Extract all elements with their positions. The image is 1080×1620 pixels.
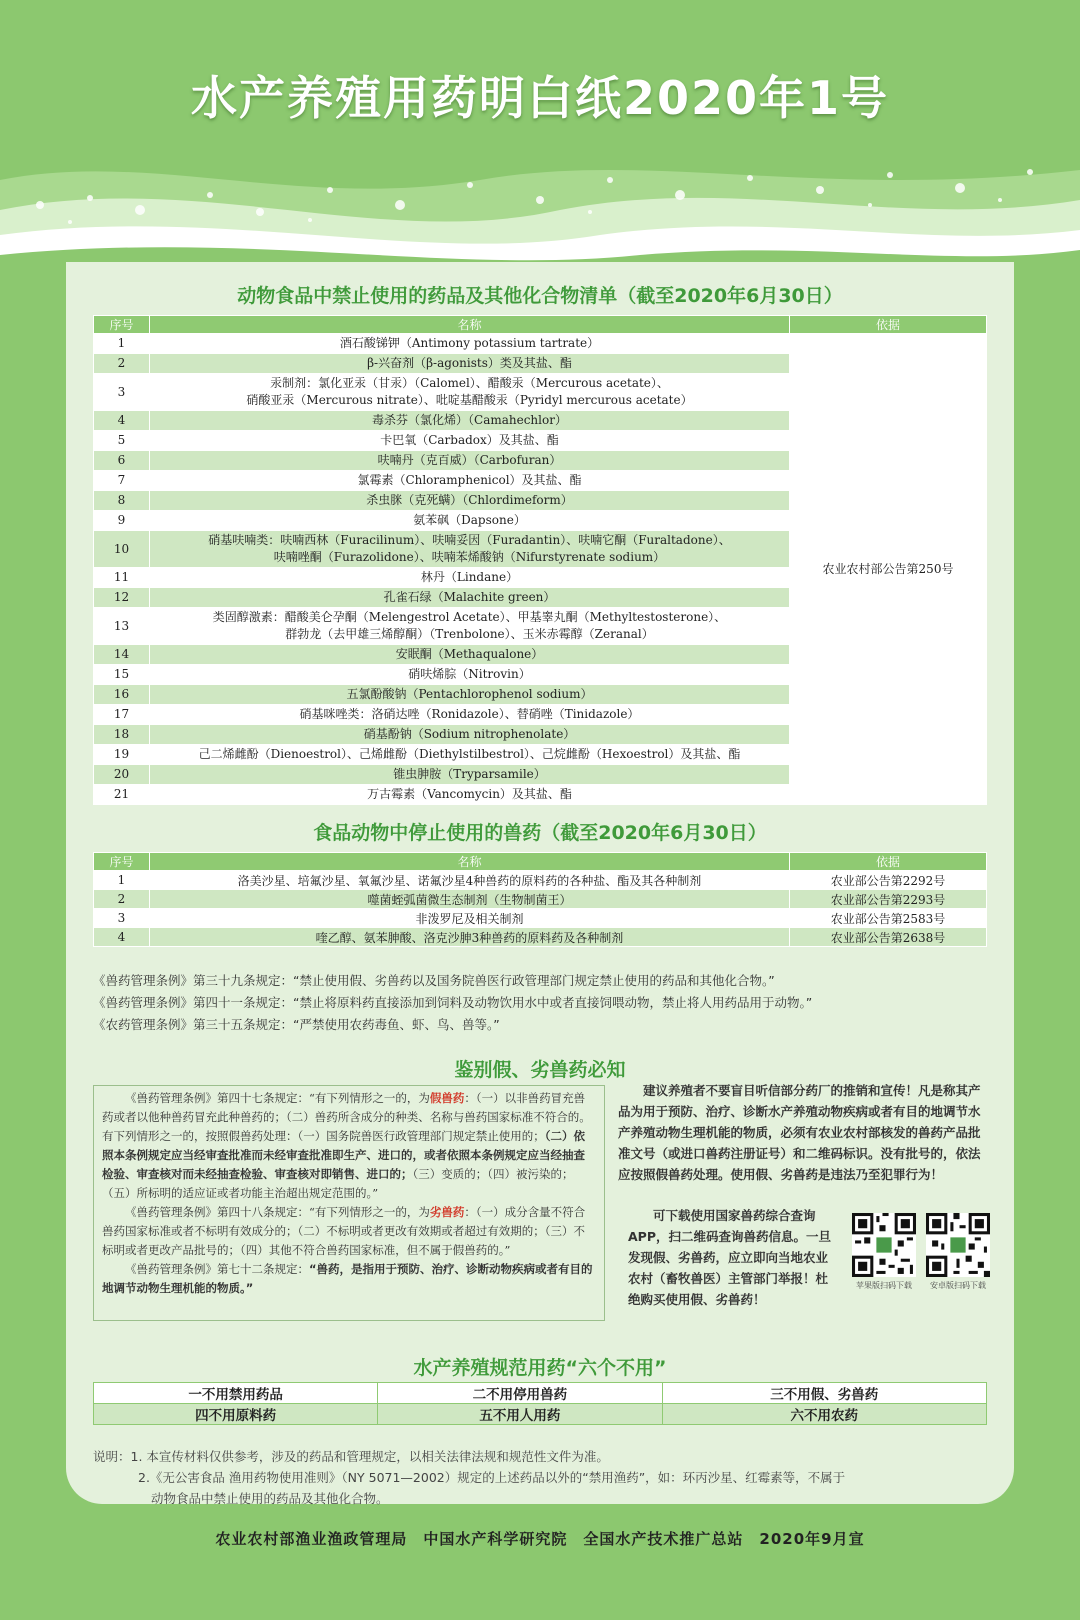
fake-drug-rules-box — [93, 1085, 605, 1321]
row-number: 12 — [94, 588, 150, 608]
rule-3: 三不用假、劣兽药 — [662, 1383, 986, 1404]
row-number: 15 — [94, 665, 150, 685]
drug-name: 五氯酚酸钠（Pentachlorophenol sodium） — [150, 685, 790, 705]
drug-name: 杀虫脒（克死螨）（Chlordimeform） — [150, 491, 790, 511]
rule-5: 五不用人用药 — [378, 1404, 662, 1425]
note-line: 动物食品中禁止使用的药品及其他化合物。 — [151, 1491, 389, 1506]
row-number: 16 — [94, 685, 150, 705]
app-advice-text: 可下载使用国家兽药综合查询APP，扫二维码查询兽药信息。一旦发现假、劣兽药，应立即向当地农业农村（畜牧兽医）主管部门举报！杜绝购买使用假、劣兽药！ — [628, 1208, 831, 1307]
drug-name: 硝呋烯腙（Nitrovin） — [150, 665, 790, 685]
note-line: 2.《无公害食品 渔用药物使用准则》（NY 5071—2002）规定的上述药品以外的“禁用渔药”，如：环丙沙星、红霉素等，不属于 — [138, 1470, 846, 1485]
drug-name: 己二烯雌酚（Dienoestrol）、己烯雌酚（Diethylstilbestrol）、己烷雌酚（Hexoestrol）及其盐、酯 — [150, 745, 790, 765]
rule-6: 六不用农药 — [662, 1404, 986, 1425]
regulations — [93, 970, 993, 1036]
col-basis: 依据 — [790, 316, 987, 334]
row-number: 1 — [94, 334, 150, 354]
drug-name: 洛美沙星、培氟沙星、氧氟沙星、诺氟沙星4种兽药的原料药的各种盐、酯及其各种制剂 — [150, 871, 790, 890]
drug-name: 汞制剂：氯化亚汞（甘汞）（Calomel）、醋酸汞（Mercurous acetate）、 硝酸亚汞（Mercurous nitrate）、吡啶基醋酸汞（Pyridyl mercurous acetate） — [150, 374, 790, 411]
section1-title: 动物食品中禁止使用的药品及其他化合物清单（截至2020年6月30日） — [237, 285, 843, 307]
poster-title: 水产养殖用药明白纸2020年1号 — [190, 71, 890, 125]
col-no: 序号 — [94, 853, 150, 871]
section3-title: 鉴别假、劣兽药必知 — [454, 1059, 626, 1081]
row-number: 20 — [94, 765, 150, 785]
table-row — [94, 928, 987, 947]
drug-name: 类固醇激素：醋酸美仑孕酮（Melengestrol Acetate）、甲基睾丸酮（Methyltestosterone）、 群勃龙（去甲雄三烯醇酮）（Trenbolone）、玉米赤霉醇（Zeranal） — [150, 608, 790, 645]
drug-name: 锥虫胂胺（Tryparsamile） — [150, 765, 790, 785]
row-number: 4 — [94, 928, 150, 947]
section2-title: 食品动物中停止使用的兽药（截至2020年6月30日） — [313, 822, 767, 844]
drug-name: 安眠酮（Methaqualone） — [150, 645, 790, 665]
regulation-line: 《兽药管理条例》第四十一条规定：“禁止将原料药直接添加到饲料及动物饮用水中或者直接饲喂动物，禁止将人用药品用于动物。” — [93, 995, 813, 1010]
drug-name: 噬菌蛭弧菌微生态制剂（生物制菌王） — [150, 890, 790, 909]
basis-cell: 农业部公告第2293号 — [790, 890, 987, 909]
row-number: 2 — [94, 890, 150, 909]
basis-cell: 农业农村部公告第250号 — [790, 334, 987, 805]
row-number: 14 — [94, 645, 150, 665]
drug-name: 硝基呋喃类：呋喃西林（Furacilinum）、呋喃妥因（Furadantin）、呋喃它酮（Furaltadone）、 呋喃唑酮（Furazolidone）、呋喃苯烯酸钠（Nifurstyrenate sodium） — [150, 531, 790, 568]
drug-name: 毒杀芬（氯化烯）（Camahechlor） — [150, 411, 790, 431]
drug-name: 喹乙醇、氨苯胂酸、洛克沙胂3种兽药的原料药及各种制剂 — [150, 928, 790, 947]
regulation-line: 《农药管理条例》第三十五条规定：“严禁使用农药毒鱼、虾、鸟、兽等。” — [93, 1017, 500, 1032]
row-number: 13 — [94, 608, 150, 645]
advice-text: 建议养殖者不要盲目听信部分药厂的推销和宣传！凡是称其产品为用于预防、治疗、诊断水产养殖动物疾病或者有目的地调节水产养殖动物生理机能的物质，必须有农业农村部核发的兽药产品批准文号（或进口兽药注册证号）和二维码标识。没有批号的，依法应按照假兽药处理。使用假、劣兽药是违法乃至犯罪行为！ — [618, 1083, 981, 1182]
row-number: 1 — [94, 871, 150, 890]
drug-name: 氯霉素（Chloramphenicol）及其盐、酯 — [150, 471, 790, 491]
basis-cell: 农业部公告第2292号 — [790, 871, 987, 890]
article-48: 《兽药管理条例》第四十八条规定：“有下列情形之一的，为劣兽药：（一）成分含量不符合兽药国家标准或者不标明有效成分的；（二）不标明或者更改有效期或者超过有效期的；（三）不标明或者更改产品批号的；（四）其他不符合兽药国家标准，但不属于假兽药的。” — [102, 1205, 586, 1257]
drug-name: β-兴奋剂（β-agonists）类及其盐、酯 — [150, 354, 790, 374]
rule-4: 四不用原料药 — [94, 1404, 378, 1425]
qr-code-android-icon[interactable] — [926, 1213, 990, 1277]
row-number: 21 — [94, 785, 150, 805]
row-number: 10 — [94, 531, 150, 568]
drug-name: 卡巴氧（Carbadox）及其盐、酯 — [150, 431, 790, 451]
banned-drugs-table — [93, 315, 987, 805]
wave-decoration — [0, 150, 1080, 280]
col-basis: 依据 — [790, 853, 987, 871]
qr-ios-caption: 苹果版扫码下载 — [856, 1281, 912, 1290]
drug-name: 酒石酸锑钾（Antimony potassium tartrate） — [150, 334, 790, 354]
footer-issuers: 农业农村部渔业渔政管理局 中国水产科学研究院 全国水产技术推广总站 2020年9月宣 — [215, 1530, 865, 1548]
row-number: 9 — [94, 511, 150, 531]
col-no: 序号 — [94, 316, 150, 334]
notes — [93, 1446, 993, 1509]
row-number: 11 — [94, 568, 150, 588]
basis-cell: 农业部公告第2583号 — [790, 909, 987, 928]
col-name: 名称 — [150, 853, 790, 871]
basis-cell: 农业部公告第2638号 — [790, 928, 987, 947]
col-name: 名称 — [150, 316, 790, 334]
row-number: 5 — [94, 431, 150, 451]
row-number: 18 — [94, 725, 150, 745]
six-nots-table — [93, 1382, 987, 1425]
drug-name: 非泼罗尼及相关制剂 — [150, 909, 790, 928]
article-72: 《兽药管理条例》第七十二条规定：“兽药，是指用于预防、治疗、诊断动物疾病或者有目的地调节动物生理机能的物质。” — [102, 1262, 593, 1295]
row-number: 17 — [94, 705, 150, 725]
row-number: 6 — [94, 451, 150, 471]
row-number: 7 — [94, 471, 150, 491]
note-line: 说明：1. 本宣传材料仅供参考，涉及的药品和管理规定，以相关法律法规和规范性文件为准。 — [93, 1449, 609, 1464]
qr-code-ios-icon[interactable] — [852, 1213, 916, 1277]
table-row — [94, 334, 987, 354]
rule-2: 二不用停用兽药 — [378, 1383, 662, 1404]
stopped-drugs-table — [93, 852, 987, 947]
row-number: 4 — [94, 411, 150, 431]
drug-name: 硝基咪唑类：洛硝达唑（Ronidazole）、替硝唑（Tinidazole） — [150, 705, 790, 725]
rule-1: 一不用禁用药品 — [94, 1383, 378, 1404]
drug-name: 孔雀石绿（Malachite green） — [150, 588, 790, 608]
row-number: 8 — [94, 491, 150, 511]
drug-name: 硝基酚钠（Sodium nitrophenolate） — [150, 725, 790, 745]
table-row — [94, 871, 987, 890]
drug-name: 林丹（Lindane） — [150, 568, 790, 588]
table-row — [94, 909, 987, 928]
row-number: 19 — [94, 745, 150, 765]
section4-title: 水产养殖规范用药“六个不用” — [413, 1357, 667, 1379]
drug-name: 呋喃丹（克百威）（Carbofuran） — [150, 451, 790, 471]
row-number: 2 — [94, 354, 150, 374]
drug-name: 氨苯砜（Dapsone） — [150, 511, 790, 531]
drug-name: 万古霉素（Vancomycin）及其盐、酯 — [150, 785, 790, 805]
table-row — [94, 890, 987, 909]
regulation-line: 《兽药管理条例》第三十九条规定：“禁止使用假、劣兽药以及国务院兽医行政管理部门规定禁止使用的药品和其他化合物。” — [93, 973, 775, 988]
row-number: 3 — [94, 909, 150, 928]
row-number: 3 — [94, 374, 150, 411]
article-47: 《兽药管理条例》第四十七条规定：“有下列情形之一的，为假兽药：（一）以非兽药冒充兽药或者以他种兽药冒充此种兽药的；（二）兽药所含成分的种类、名称与兽药国家标准不符合的。有下列情形之一的，按照假兽药处理：（一）国务院兽医行政管理部门规定禁止使用的；（二）依照本条例规定应当经审查批准而未经审查批准即生产、进口的，或者依照本条例规定应当经抽查检验、审查核对而未经抽查检验、审查核对即销售、进口的；（三）变质的；（四）被污染的；（五）所标明的适应证或者功能主治超出规定范围的。” — [102, 1091, 591, 1200]
qr-android-caption: 安卓版扫码下载 — [930, 1281, 986, 1290]
